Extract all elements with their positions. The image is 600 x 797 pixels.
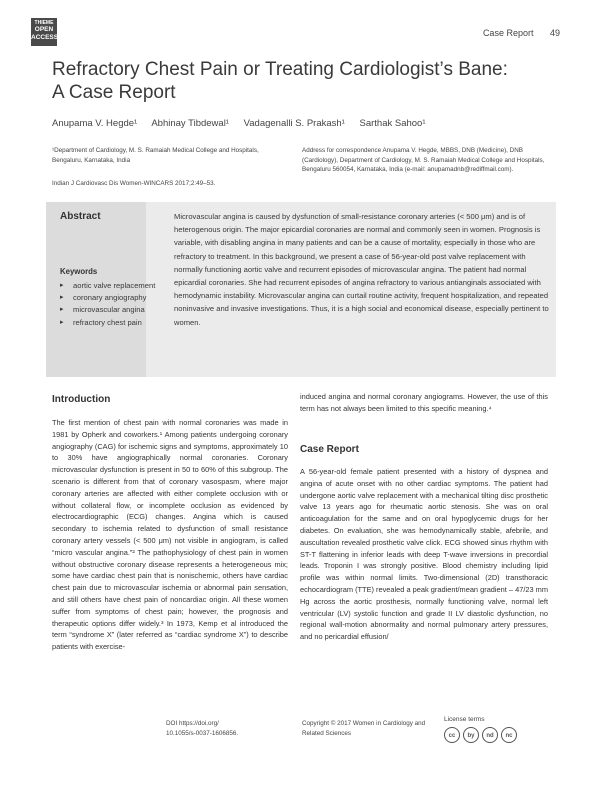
section-label: Case Report <box>482 28 534 38</box>
keyword-item[interactable]: ▸ aortic valve replacement <box>60 280 170 292</box>
nd-icon: nd <box>482 727 498 743</box>
doi-value[interactable]: 10.1055/s-0037-1606856. <box>166 730 239 737</box>
nc-icon: nc <box>501 727 517 743</box>
creative-commons-badges[interactable] <box>444 727 517 743</box>
keywords-list <box>60 280 170 329</box>
doi-label[interactable]: DOI https://doi.org/ <box>166 720 219 727</box>
affiliation: ¹Department of Cardiology, M. S. Ramaiah Medical College and Hospitals, Bengaluru, Karnataka, India <box>52 147 259 164</box>
thieme-open-access-logo: THIEME OPEN ACCESS <box>31 18 57 46</box>
author-list <box>52 118 438 129</box>
author[interactable]: Abhinay Tibdewal¹ <box>151 118 229 129</box>
license-terms-link[interactable]: License terms <box>444 716 485 723</box>
author[interactable]: Anupama V. Hegde¹ <box>52 118 138 129</box>
abstract-text: Microvascular angina is caused by dysfunction of small-resistance coronary arteries (< 500 μm) and is of heterogenous origin. The major epicardial coronaries are normal and commonly seen in women. Prognosis is variable, with disabling angina in many patients and can be a cause of mortality, especially in those who are refractory to treatment. In this background, we present a case of 56-year-old post valve replacement with normally functioning aortic valve and recurrent episodes of microvascular angina. The patient had normal epicardial coronaries. She had recurrent episodes of angina refractory to various antianginals associated with hemodynamic instability. Microvascular angina can curtail routine activity, frequent hospitalization, and repeated noninvasive and invasive investigations. Thus, it is a high social and economical disease, especially pertinent to women. <box>174 212 549 327</box>
author[interactable]: Sarthak Sahoo¹ <box>359 118 426 129</box>
keyword-item[interactable]: ▸ refractory chest pain <box>60 317 170 329</box>
case-report-text: A 56-year-old female patient presented with a history of dyspnea and angina of acute onset with no other cardiac symptoms. The patient had undergone aortic valve replacement with a mechanical tilting disc prosthetic valve 13 years ago for rheumatic aortic stenosis. She was on oral anticoagulation for the same and on oral hypoglycemic drugs for her diabetes. On evaluation, she was hemodynamically stable, afebrile, and auscultation revealed prosthetic valve click. ECG showed sinus rhythm with ST-T flattening in inferior leads with deep T-wave inversions in precordial leads. Troponin I was strongly positive. Blood chemistry including lipid profile was within normal limits. Two-dimensional (2D) transthoracic echocardiogram (TTE) revealed a peak gradient/mean gradient – 47/23 mm Hg across the aortic prosthesis, normally functioning valve, normal left ventricular (LV) systolic function and grade II LV diastolic dysfunction, no regional wall-motion abnormality and normal pulmonary artery pressures, and no pericardial effusion/ <box>300 467 548 642</box>
abstract-heading: Abstract <box>60 211 101 222</box>
case-report-heading: Case Report <box>300 444 359 455</box>
running-header <box>483 28 560 38</box>
introduction-text: The first mention of chest pain with normal coronaries was made in 1981 by Opherk and coworkers.¹ Among patients undergoing coronary angiography (CAG) for ischemic signs and symptoms, approximately 10 to 30% have angiographically normal coronaries. Coronary microvascular dysfunction is present in 50 to 60% of this subgroup. The scenario is different from that of coronary vasospasm, where major coronary arteries are affected with either complete occlusion with or without collateral flow, or incomplete occlusion as evidenced by electrocardiographic (ECG) changes. Angina which is caused secondary to ischemia related to dysfunction of small resistance coronary artery vessels (< 500 μm) not visible in angiogram, is called “micro vascular angina.”² The pathophysiology of chest pain in women without obstructive coronary disease represents a heterogeneous mix; some have cardiac chest pain that is nonischemic, others have cardiac chest pain due to microvascular ischemia or abnormal pain sensation, and still others have chest pain of noncardiac origin. All these women suffer from symptoms of chest pain; however, the prognosis and therapeutic options differ widely.³ In 1973, Kemp et al introduced the term “syndrome X” (later referred as “cardiac syndrome X”) to describe patients with exercise- <box>52 418 288 652</box>
journal-reference: Indian J Cardiovasc Dis Women-WINCARS 2017;2:49–53. <box>52 180 216 187</box>
keyword-item[interactable]: ▸ microvascular angina <box>60 304 170 316</box>
introduction-heading: Introduction <box>52 394 111 405</box>
author[interactable]: Vadagenalli S. Prakash¹ <box>243 118 345 129</box>
keyword-item[interactable]: ▸ coronary angiography <box>60 292 170 304</box>
by-icon: by <box>463 727 479 743</box>
copyright-notice: Copyright © 2017 Women in Cardiology and Related Sciences <box>302 720 426 737</box>
page-number: 49 <box>549 28 560 38</box>
keywords-heading: Keywords <box>60 267 98 276</box>
introduction-continued-text: induced angina and normal coronary angiograms. However, the use of this term has not always been limited to this specific meaning.⁴ <box>300 392 548 413</box>
article-title: Refractory Chest Pain or Treating Cardiologist’s Bane: A Case Report <box>52 59 508 103</box>
cc-icon: cc <box>444 727 460 743</box>
correspondence-address: Address for correspondence Anupama V. Hegde, MBBS, DNB (Medicine), DNB (Cardiology), Department of Cardiology, M. S. Ramaiah Medical College and Hospitals, Bengaluru 560054, Karnataka, India (e-mail: anupamadnb@rediffmail.com). <box>302 147 545 173</box>
doi-block <box>166 719 286 739</box>
